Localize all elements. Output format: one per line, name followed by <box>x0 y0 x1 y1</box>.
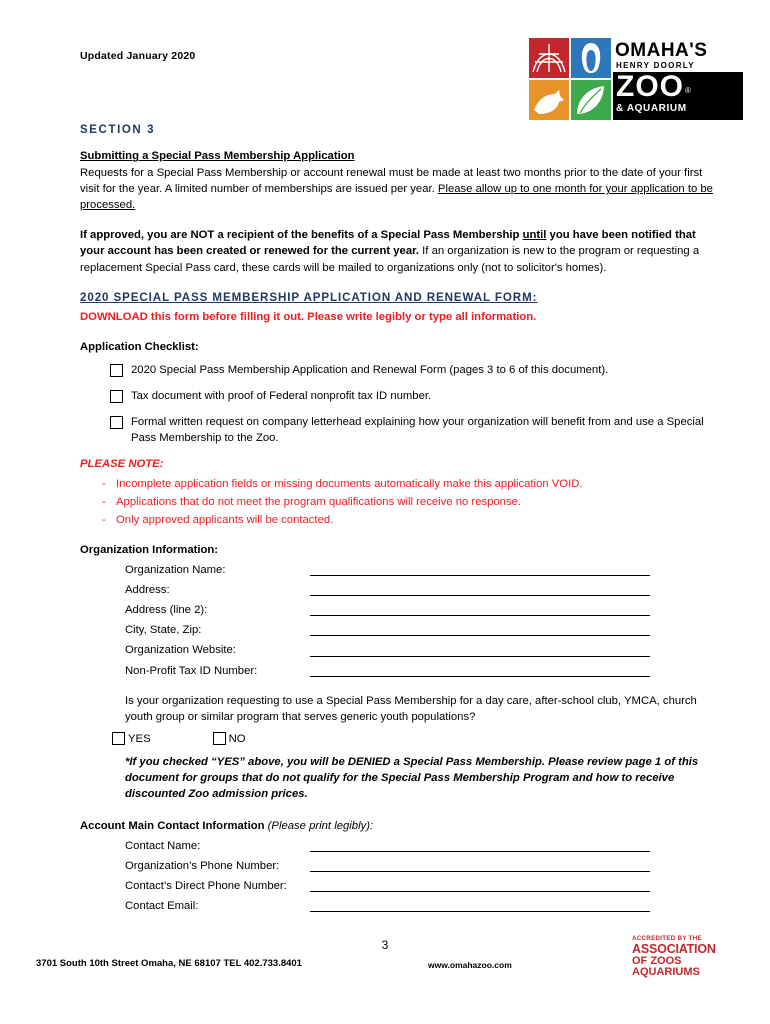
logo-tile-red-icon <box>529 38 569 78</box>
form-field-row[interactable] <box>125 858 720 874</box>
logo-tile-cat-icon <box>529 80 569 120</box>
contact-info-title-italic: (Please print legibly): <box>267 819 374 832</box>
please-note-item <box>102 476 720 492</box>
section-label: SECTION 3 <box>80 124 156 136</box>
form-field-row[interactable] <box>125 878 720 894</box>
checkbox-icon[interactable] <box>110 364 123 377</box>
organization-phone-input[interactable] <box>310 859 650 872</box>
please-note-item-label: Incomplete application fields or missing documents automatically make this application VOID. <box>116 478 583 491</box>
field-label: Address: <box>125 584 170 597</box>
checklist-item-label: Tax document with proof of Federal nonprofit tax ID number. <box>131 390 432 403</box>
organization-name-input[interactable] <box>310 563 650 576</box>
form-field-row[interactable] <box>125 838 720 854</box>
form-field-row[interactable] <box>125 642 720 658</box>
contact-name-input[interactable] <box>310 839 650 852</box>
logo-registered-mark: ® <box>685 86 691 95</box>
bullet-dash-icon: - <box>102 478 106 491</box>
contact-info-title-text: Account Main Contact Information <box>80 819 268 832</box>
field-label: Contact Email: <box>125 899 199 912</box>
checklist-item[interactable] <box>110 388 720 404</box>
address-line-2-input[interactable] <box>310 603 650 616</box>
aza-of-zoos-text: OF ZOOS <box>632 954 682 967</box>
approval-bold-text: If approved, you are NOT a recipient of the benefits of a Special Pass Membership <box>80 229 523 242</box>
approval-until-text: until <box>522 229 547 242</box>
contact-direct-phone-input[interactable] <box>310 879 650 892</box>
form-field-row[interactable] <box>125 582 720 598</box>
field-label: Contact Name: <box>125 839 201 852</box>
logo-aquarium-text: & AQUARIUM <box>616 103 687 114</box>
form-field-row[interactable] <box>125 663 720 679</box>
yes-no-row[interactable] <box>112 731 720 747</box>
aza-accreditation-logo <box>632 936 742 979</box>
page-number: 3 <box>381 938 389 952</box>
approval-bold-text-2: you have been notified that your account has been created or renewed for the current year. <box>80 229 696 258</box>
youth-program-question: Is your organization requesting to use a Special Pass Membership for a day care, after-school club, YMCA, church youth group or similar program that serves generic youth populations? <box>125 694 697 723</box>
logo-zoo-block <box>613 72 743 120</box>
form-field-row[interactable] <box>125 898 720 914</box>
denied-note: *If you checked “YES” above, you will be DENIED a Special Pass Membership. Please review page 1 of this document for groups that do not qualify for the Special Pass Membership Program and how to receive discounted Zoo admission prices. <box>125 755 699 800</box>
organization-info-title: Organization Information: <box>80 544 219 557</box>
yes-checkbox-icon[interactable] <box>112 732 125 745</box>
address-input[interactable] <box>310 583 650 596</box>
please-note-title: PLEASE NOTE: <box>80 458 164 471</box>
please-note-item <box>102 512 720 528</box>
omaha-zoo-logo <box>529 38 743 120</box>
logo-omahas-text: OMAHA'S <box>615 40 708 61</box>
aza-aquariums-text: AQUARIUMS <box>632 966 700 979</box>
footer-website: www.omahazoo.com <box>428 960 512 970</box>
logo-wordmark <box>613 38 743 120</box>
checklist-title: Application Checklist: <box>80 341 199 354</box>
logo-tile-penguin-icon <box>571 38 611 78</box>
field-label: Organization’s Phone Number: <box>125 859 280 872</box>
field-label: Organization Name: <box>125 564 226 577</box>
checklist-item-label: 2020 Special Pass Membership Application and Renewal Form (pages 3 to 6 of this document). <box>131 364 609 377</box>
bullet-dash-icon: - <box>102 514 106 527</box>
document-body <box>80 122 720 918</box>
field-label: Non-Profit Tax ID Number: <box>125 664 258 677</box>
field-label: Organization Website: <box>125 644 236 657</box>
organization-website-input[interactable] <box>310 644 650 657</box>
page-footer <box>0 936 770 996</box>
checklist-item[interactable] <box>110 362 720 378</box>
form-heading: 2020 SPECIAL PASS MEMBERSHIP APPLICATION AND RENEWAL FORM: <box>80 290 538 304</box>
footer-address: 3701 South 10th Street Omaha, NE 68107 TEL 402.733.8401 <box>36 958 302 969</box>
checklist-item[interactable] <box>110 414 720 446</box>
form-field-row[interactable] <box>125 562 720 578</box>
intro-text-underlined: Please allow up to one month for your application to be processed. <box>80 183 713 212</box>
page-header <box>0 38 770 128</box>
bullet-dash-icon: - <box>102 496 106 509</box>
checkbox-icon[interactable] <box>110 416 123 429</box>
checklist-item-label: Formal written request on company letterhead explaining how your organization will benefit from and use a Special Pass Membership to the Zoo. <box>131 416 704 445</box>
field-label: Contact’s Direct Phone Number: <box>125 879 287 892</box>
no-checkbox-icon[interactable] <box>213 732 226 745</box>
approval-rest-text: If an organization is new to the program or requesting a replacement Special Pass card, these cards will be mailed to organizations only (not to solicitor's homes). <box>80 245 700 274</box>
updated-date: Updated January 2020 <box>80 50 196 62</box>
form-field-row[interactable] <box>125 622 720 638</box>
contact-info-title <box>80 818 720 834</box>
logo-tile-leaf-icon <box>571 80 611 120</box>
field-label: Address (line 2): <box>125 604 208 617</box>
contact-email-input[interactable] <box>310 899 650 912</box>
please-note-item-label: Applications that do not meet the program qualifications will receive no response. <box>116 496 522 509</box>
checkbox-icon[interactable] <box>110 390 123 403</box>
download-note: DOWNLOAD this form before filling it out. Please write legibly or type all information. <box>80 311 537 323</box>
aza-accredited-text: ACCREDITED BY THE <box>632 935 702 942</box>
aza-association-text: ASSOCIATION <box>632 941 716 956</box>
approval-paragraph <box>80 227 720 275</box>
form-field-row[interactable] <box>125 602 720 618</box>
field-label: City, State, Zip: <box>125 624 202 637</box>
yes-label: YES <box>128 732 151 745</box>
logo-icon-grid <box>529 38 611 120</box>
please-note-item-label: Only approved applicants will be contacted. <box>116 514 334 527</box>
intro-text-part1: Requests for a Special Pass Membership or account renewal must be made at least two months prior to the date of your first visit for the year. A limited number of memberships are issued per year. <box>80 167 703 196</box>
no-label: NO <box>228 732 246 745</box>
intro-paragraph <box>80 165 720 213</box>
please-note-item <box>102 494 720 510</box>
logo-henry-doorly-text: HENRY DOORLY <box>616 61 695 70</box>
city-state-zip-input[interactable] <box>310 623 650 636</box>
logo-zoo-text: ZOO <box>616 70 684 103</box>
tax-id-input[interactable] <box>310 664 650 677</box>
section-subtitle: Submitting a Special Pass Membership Application <box>80 150 355 163</box>
